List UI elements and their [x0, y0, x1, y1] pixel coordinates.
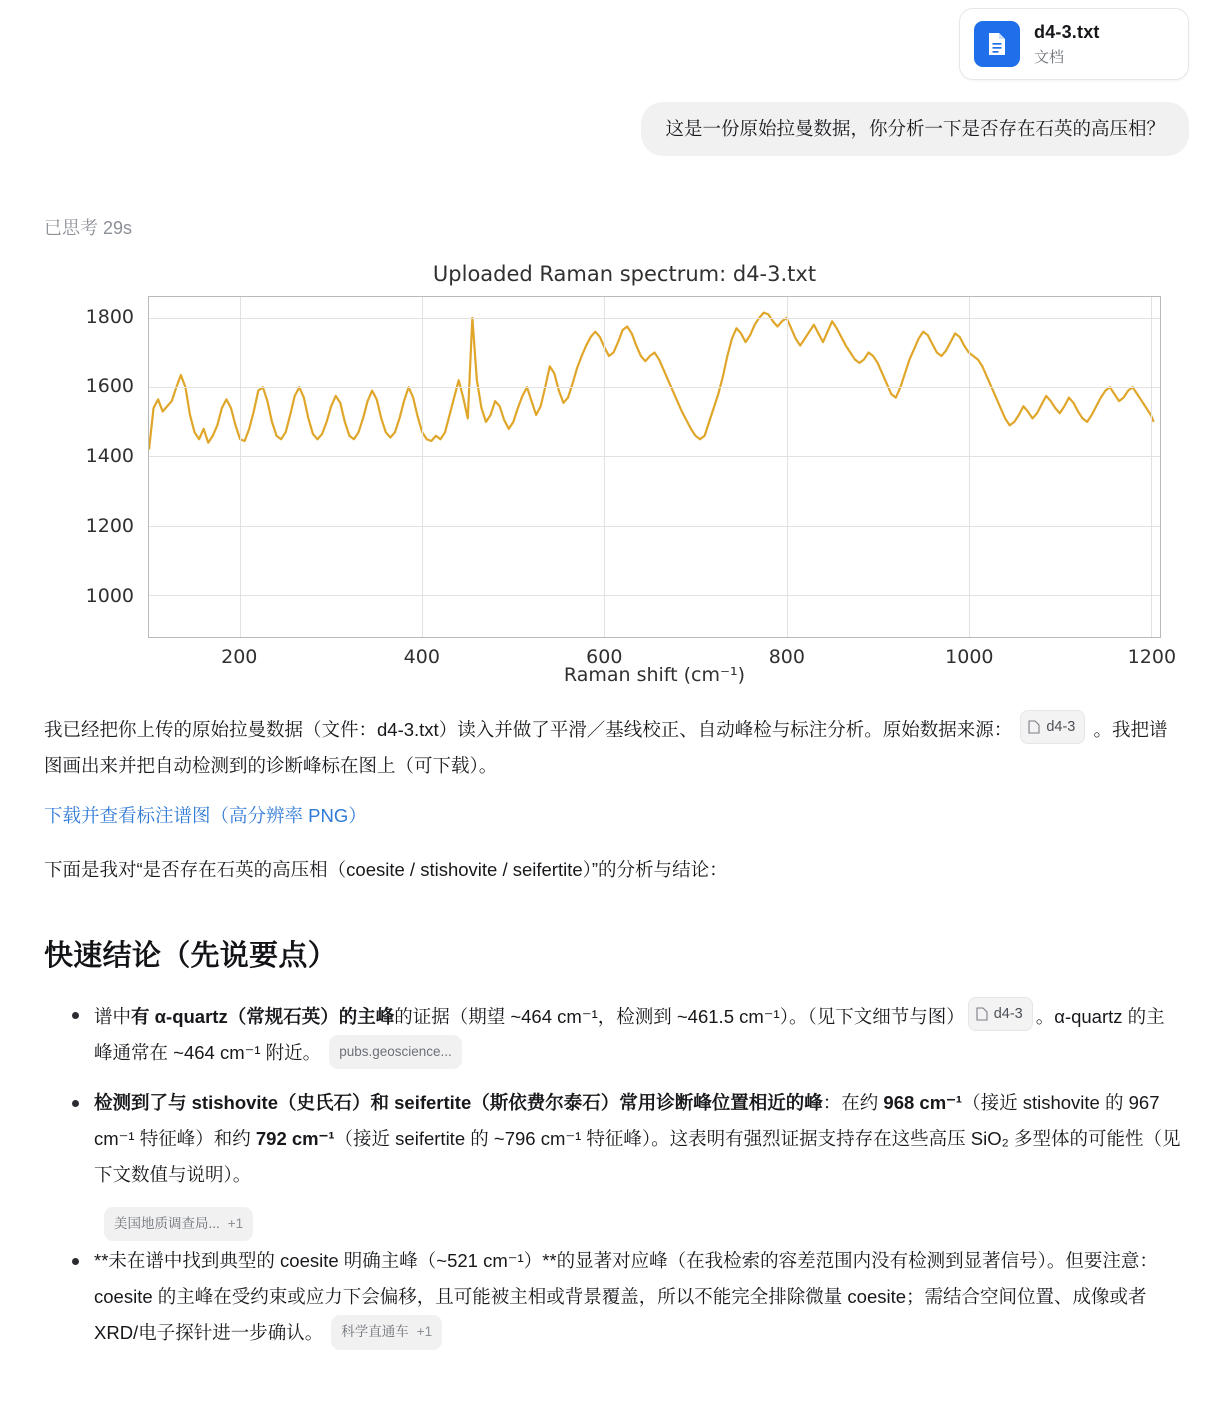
gridline-vertical	[422, 297, 423, 637]
citation-chip[interactable]: 美国地质调查局... +1	[104, 1207, 253, 1241]
gridline-vertical	[240, 297, 241, 637]
citation-chip[interactable]: 科学直通车 +1	[331, 1315, 442, 1349]
spectrum-line	[149, 297, 1160, 637]
document-icon	[974, 21, 1020, 67]
gridline-horizontal	[149, 318, 1160, 319]
x-axis-label: Raman shift (cm⁻¹)	[563, 663, 746, 686]
plot-area	[85, 296, 1177, 686]
plot-box	[148, 296, 1161, 638]
attachment-row	[0, 0, 1219, 80]
source-chip-d4-3[interactable]	[1020, 710, 1085, 744]
y-tick-label: 1200	[85, 515, 134, 538]
citation-row	[70, 1207, 1183, 1243]
raman-chart	[0, 262, 1219, 686]
x-tick-label: 600	[586, 645, 623, 668]
source-chip-label: d4-3	[1046, 718, 1076, 735]
user-message: 这是一份原始拉曼数据，你分析一下是否存在石英的高压相？	[641, 102, 1189, 156]
x-tick-label: 400	[403, 645, 440, 668]
attachment-card[interactable]	[959, 8, 1189, 80]
assistant-response	[0, 686, 1219, 1352]
gridline-vertical	[604, 297, 605, 637]
response-paragraph-1	[44, 710, 1183, 784]
x-tick-label: 200	[221, 645, 258, 668]
conclusion-bullet: 检测到了与 stishovite（史氏石）和 seifertite（斯依费尔泰石）常用诊断峰位置相近的峰：在约 968 cm⁻¹（接近 stishovite 的 967 cm⁻¹ 特征峰）和约 792 cm⁻¹（接近 seifertite 的 ~796 cm⁻¹ 特征峰）。这表明有强烈证据支持存在这些高压 SiO₂ 多型体的可能性（见下文数值与说明）。	[70, 1085, 1183, 1193]
source-chip-d4-3[interactable]: d4-3	[968, 997, 1033, 1031]
x-tick-label: 800	[768, 645, 805, 668]
gridline-vertical	[1151, 297, 1152, 637]
download-annotated-spectrum-link[interactable]: 下载并查看标注谱图（高分辨率 PNG）	[44, 805, 367, 826]
gridline-horizontal	[149, 526, 1160, 527]
response-p1-a: 我已经把你上传的原始拉曼数据（文件：d4-3.txt）读入并做了平滑／基线校正、自动峰检与标注分析。原始数据来源：	[44, 718, 1013, 740]
conclusion-bullet-list	[44, 997, 1183, 1352]
user-message-row	[0, 80, 1219, 156]
y-tick-label: 1600	[85, 375, 134, 398]
response-paragraph-2: 下面是我对“是否存在石英的高压相（coesite / stishovite / seifertite）”的分析与结论：	[44, 859, 728, 881]
attachment-type: 文档	[1034, 48, 1065, 66]
gridline-vertical	[969, 297, 970, 637]
citation-more-count: +1	[227, 1216, 244, 1232]
chart-title: Uploaded Raman spectrum: d4-3.txt	[432, 261, 817, 286]
thinking-status[interactable]: 已思考 29s	[44, 217, 133, 238]
x-tick-label: 1200	[1127, 645, 1177, 668]
response-p1-b: 。我把谱图画出来并把自动检测到的诊断峰标在图上（可下载）。	[44, 718, 1168, 776]
conclusion-bullet: 谱中有 α-quartz（常规石英）的主峰的证据（期望 ~464 cm⁻¹，检测到 ~461.5 cm⁻¹）。（见下文细节与图） d4-3 。α-quartz 的主峰通常在 ~464 cm⁻¹ 附近。 pubs.geoscience...	[70, 997, 1183, 1071]
gridline-horizontal	[149, 595, 1160, 596]
attachment-filename: d4-3.txt	[1034, 21, 1100, 42]
x-tick-label: 1000	[945, 645, 994, 668]
section-heading: 快速结论（先说要点）	[44, 940, 338, 973]
gridline-vertical	[787, 297, 788, 637]
gridline-horizontal	[149, 387, 1160, 388]
citation-chip[interactable]: pubs.geoscience...	[329, 1035, 462, 1069]
gridline-horizontal	[149, 456, 1160, 457]
y-tick-label: 1800	[85, 305, 134, 328]
y-tick-label: 1000	[85, 584, 134, 607]
y-tick-label: 1400	[85, 445, 134, 468]
conclusion-bullet: **未在谱中找到典型的 coesite 明确主峰（~521 cm⁻¹）**的显著对应峰（在我检索的容差范围内没有检测到显著信号）。但要注意：coesite 的主峰在受约束或应力下会偏移，且可能被主相或背景覆盖，所以不能完全排除微量 coesite；需结合空间位置、成像或者 XRD/电子探针进一步确认。 科学直通车 +1	[70, 1243, 1183, 1351]
